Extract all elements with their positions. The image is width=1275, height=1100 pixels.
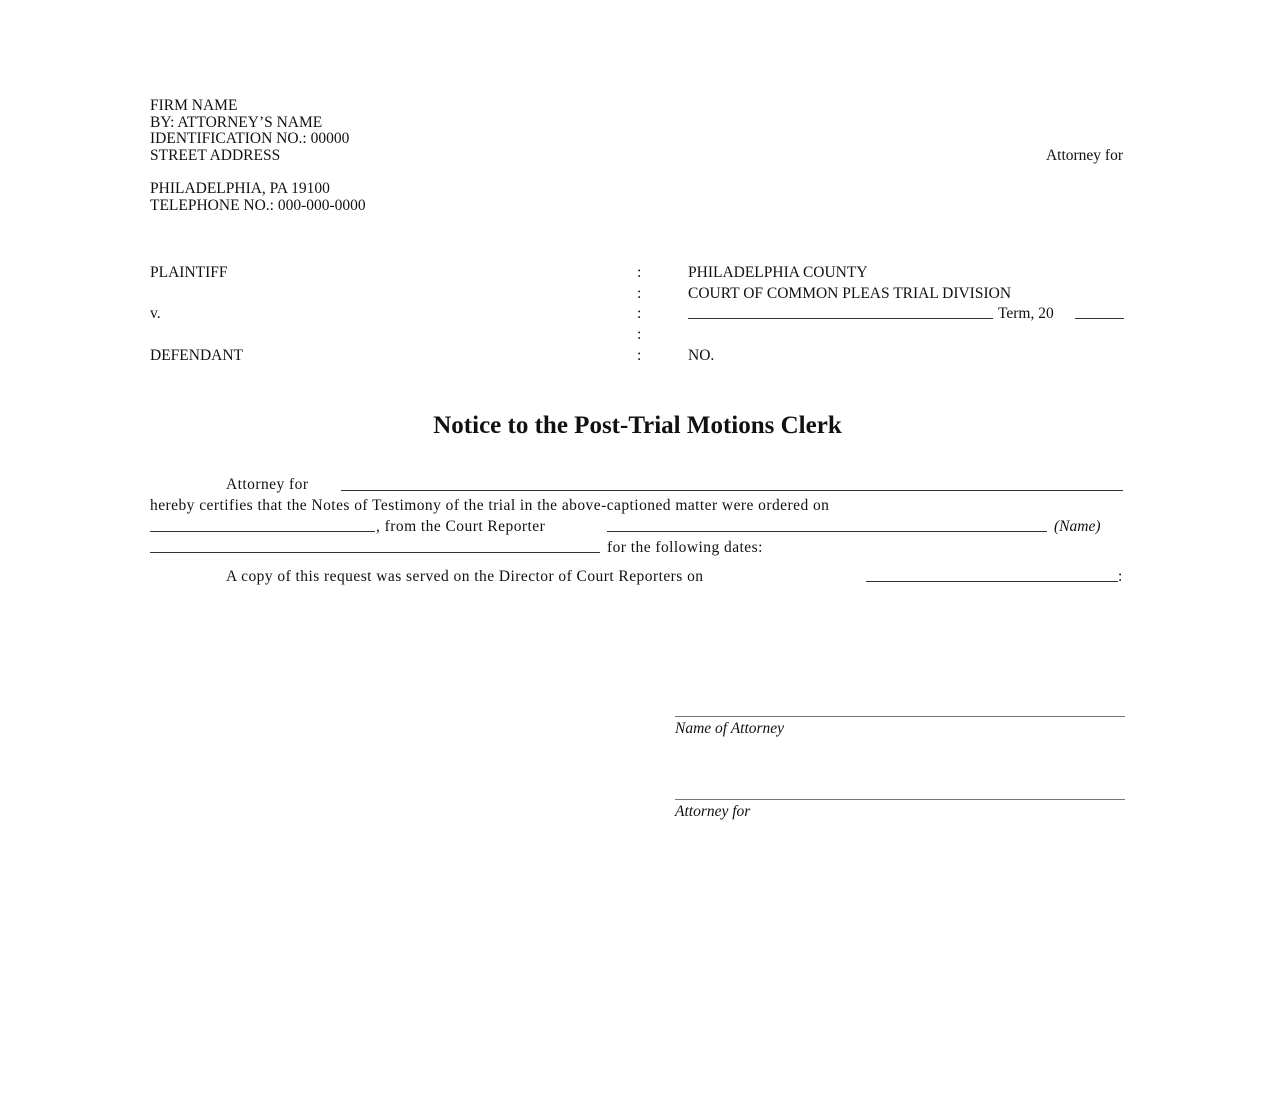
identification-number: IDENTIFICATION NO.: 00000 (150, 130, 350, 147)
term-blank[interactable] (688, 318, 993, 319)
name-hint: (Name) (1054, 518, 1101, 535)
case-number-label: NO. (688, 347, 715, 364)
street-address: STREET ADDRESS (150, 147, 281, 164)
telephone: TELEPHONE NO.: 000-000-0000 (150, 197, 366, 214)
dates-blank[interactable] (150, 552, 600, 553)
attorney-name: BY: ATTORNEY’S NAME (150, 114, 323, 131)
served-date-blank[interactable] (866, 581, 1118, 582)
court-label: COURT OF COMMON PLEAS TRIAL DIVISION (688, 285, 1012, 302)
attorney-for-signature-line[interactable] (675, 799, 1125, 800)
city-state-zip: PHILADELPHIA, PA 19100 (150, 180, 330, 197)
attorney-for-blank[interactable] (341, 490, 1123, 491)
certification-text: hereby certifies that the Notes of Testimony of the trial in the above-captioned matter were ordered on (150, 497, 830, 514)
end-colon: : (1118, 568, 1123, 585)
reporter-name-blank[interactable] (607, 531, 1047, 532)
attorney-for-label: Attorney for (226, 476, 309, 493)
caption-colon: : (637, 326, 642, 343)
attorney-for-signature-label: Attorney for (675, 803, 751, 820)
versus-label: v. (150, 305, 161, 322)
following-dates-text: for the following dates: (607, 539, 763, 556)
document-title: Notice to the Post-Trial Motions Clerk (433, 412, 842, 439)
attorney-for-header: Attorney for (1045, 147, 1123, 164)
copy-served-text: A copy of this request was served on the Director of Court Reporters on (226, 568, 704, 585)
attorney-name-signature-line[interactable] (675, 716, 1125, 717)
name-of-attorney-label: Name of Attorney (675, 720, 785, 737)
order-date-blank[interactable] (150, 531, 375, 532)
from-reporter-text: , from the Court Reporter (376, 518, 546, 535)
term-label: Term, 20 (998, 305, 1054, 322)
county-label: PHILADELPHIA COUNTY (688, 264, 868, 281)
term-year-blank[interactable] (1075, 318, 1124, 319)
firm-name: FIRM NAME (150, 97, 238, 114)
plaintiff-label: PLAINTIFF (150, 264, 228, 281)
caption-colon: : (637, 305, 642, 322)
defendant-label: DEFENDANT (150, 347, 243, 364)
caption-colon: : (637, 264, 642, 281)
caption-colon: : (637, 285, 642, 302)
caption-colon: : (637, 347, 642, 364)
